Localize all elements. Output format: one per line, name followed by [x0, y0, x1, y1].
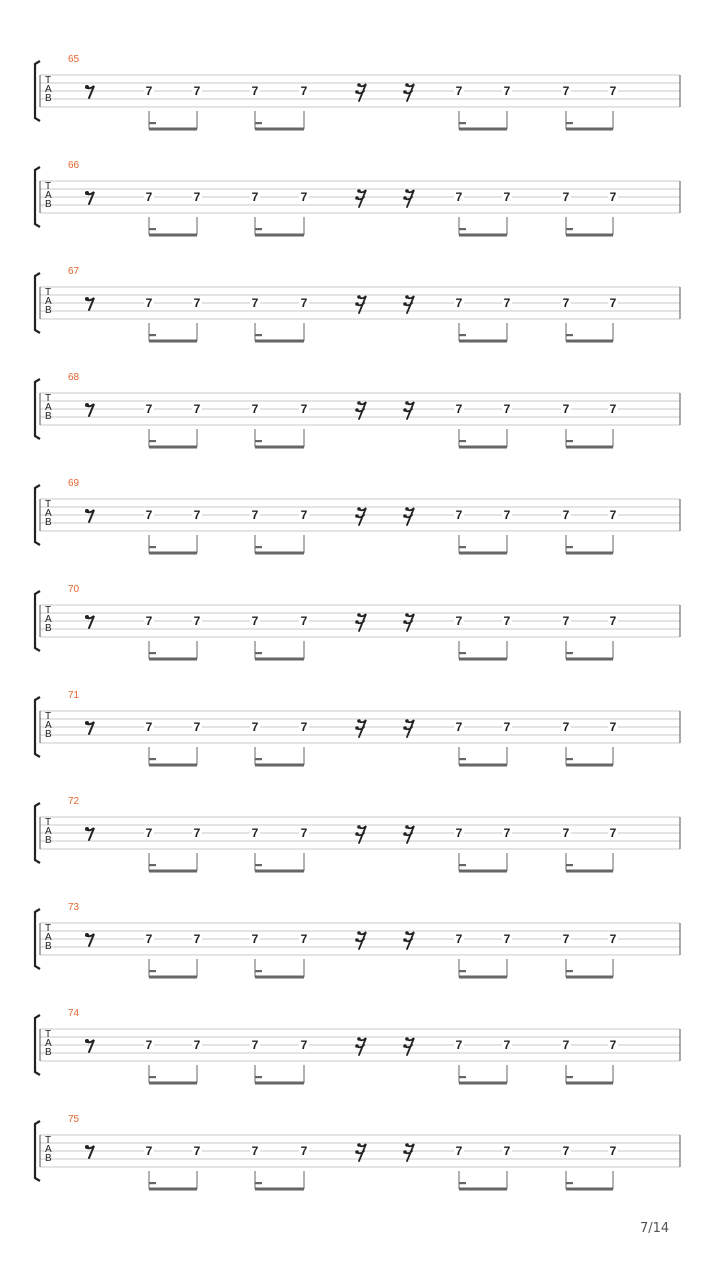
fret-number: 7 — [251, 296, 259, 310]
fret-number: 7 — [193, 1144, 201, 1158]
rest-dot — [355, 1150, 359, 1154]
rest-dot — [403, 620, 407, 624]
eighth-beam — [149, 340, 197, 343]
tab-clef-letter: A — [45, 508, 52, 519]
fret-number: 7 — [609, 402, 617, 416]
tab-clef-letter: T — [45, 1029, 52, 1040]
tab-clef-letter: B — [45, 729, 52, 740]
tab-clef-letter: A — [45, 296, 52, 307]
fret-number: 7 — [562, 614, 570, 628]
eighth-beam — [255, 1082, 304, 1085]
eighth-beam — [255, 340, 304, 343]
fret-number: 7 — [562, 932, 570, 946]
rest-dot — [405, 825, 409, 829]
fret-number: 7 — [455, 614, 463, 628]
fret-number: 7 — [562, 826, 570, 840]
eighth-beam — [566, 1188, 613, 1191]
tab-clef-letter: T — [45, 923, 52, 934]
page-number: 7/14 — [640, 1221, 670, 1236]
eighth-beam — [459, 234, 507, 237]
rest-dot — [355, 938, 359, 942]
tab-system — [35, 1008, 680, 1085]
fret-number: 7 — [300, 84, 308, 98]
system-bracket — [35, 909, 40, 969]
rest-dot — [85, 509, 89, 513]
fret-number: 7 — [193, 826, 201, 840]
sixteenth-beamlet — [255, 1076, 262, 1078]
tab-clef-letter: B — [45, 1153, 52, 1164]
rest-dot — [85, 191, 89, 195]
fret-number: 7 — [503, 614, 511, 628]
sixteenth-beamlet — [255, 1182, 262, 1184]
rest-dot — [357, 825, 361, 829]
eighth-beam — [149, 658, 197, 661]
sixteenth-beamlet — [255, 970, 262, 972]
rest-dot — [85, 1145, 89, 1149]
rest-dot — [85, 721, 89, 725]
fret-number: 7 — [145, 296, 153, 310]
eighth-beam — [566, 128, 613, 131]
fret-number: 7 — [300, 720, 308, 734]
sixteenth-beamlet — [255, 228, 262, 230]
eighth-beam — [149, 128, 197, 131]
tab-clef-letter: T — [45, 181, 52, 192]
fret-number: 7 — [145, 614, 153, 628]
fret-number: 7 — [193, 720, 201, 734]
rest-dot — [405, 189, 409, 193]
fret-number: 7 — [503, 932, 511, 946]
sixteenth-beamlet — [149, 652, 156, 654]
sixteenth-beamlet — [459, 546, 466, 548]
measure-number: 72 — [68, 796, 80, 807]
eighth-beam — [255, 446, 304, 449]
eighth-beam — [149, 870, 197, 873]
fret-number: 7 — [251, 932, 259, 946]
rest-dot — [405, 1037, 409, 1041]
sixteenth-beamlet — [566, 864, 573, 866]
eighth-beam — [459, 764, 507, 767]
fret-number: 7 — [503, 402, 511, 416]
fret-number: 7 — [455, 720, 463, 734]
measure-number: 74 — [68, 1008, 80, 1019]
fret-number: 7 — [193, 1038, 201, 1052]
rest-dot — [403, 408, 407, 412]
eighth-beam — [255, 128, 304, 131]
rest-dot — [355, 514, 359, 518]
system-bracket — [35, 61, 40, 121]
rest-dot — [355, 408, 359, 412]
tab-clef-letter: B — [45, 199, 52, 210]
eighth-beam — [255, 552, 304, 555]
eighth-beam — [459, 552, 507, 555]
fret-number: 7 — [503, 720, 511, 734]
rest-dot — [85, 933, 89, 937]
fret-number: 7 — [609, 720, 617, 734]
fret-number: 7 — [251, 720, 259, 734]
tab-clef-letter: T — [45, 817, 52, 828]
tab-system — [35, 690, 680, 767]
rest-dot — [357, 1143, 361, 1147]
rest-dot — [403, 90, 407, 94]
rest-dot — [405, 719, 409, 723]
eighth-beam — [459, 1188, 507, 1191]
rest-dot — [403, 832, 407, 836]
tab-clef-letter: T — [45, 711, 52, 722]
system-bracket — [35, 485, 40, 545]
fret-number: 7 — [193, 932, 201, 946]
fret-number: 7 — [609, 614, 617, 628]
sixteenth-beamlet — [566, 440, 573, 442]
rest-dot — [405, 931, 409, 935]
sixteenth-beamlet — [149, 334, 156, 336]
sixteenth-beamlet — [149, 546, 156, 548]
fret-number: 7 — [562, 402, 570, 416]
tab-clef-letter: A — [45, 720, 52, 731]
tab-clef-letter: T — [45, 499, 52, 510]
tab-system — [35, 1114, 680, 1191]
sixteenth-beamlet — [459, 334, 466, 336]
system-bracket — [35, 273, 40, 333]
tab-clef-letter: A — [45, 614, 52, 625]
sixteenth-beamlet — [149, 122, 156, 124]
fret-number: 7 — [193, 614, 201, 628]
sixteenth-beamlet — [566, 1182, 573, 1184]
rest-dot — [355, 832, 359, 836]
measure-number: 75 — [68, 1114, 80, 1125]
fret-number: 7 — [193, 402, 201, 416]
eighth-beam — [149, 1188, 197, 1191]
rest-dot — [357, 507, 361, 511]
fret-number: 7 — [300, 190, 308, 204]
sixteenth-beamlet — [255, 440, 262, 442]
tab-system — [35, 54, 680, 131]
fret-number: 7 — [193, 84, 201, 98]
fret-number: 7 — [145, 402, 153, 416]
fret-number: 7 — [455, 1038, 463, 1052]
eighth-beam — [255, 1188, 304, 1191]
fret-number: 7 — [300, 1144, 308, 1158]
sixteenth-beamlet — [459, 1182, 466, 1184]
fret-number: 7 — [503, 84, 511, 98]
rest-dot — [85, 403, 89, 407]
rest-dot — [403, 196, 407, 200]
fret-number: 7 — [562, 720, 570, 734]
tab-clef-letter: A — [45, 84, 52, 95]
tab-system — [35, 372, 680, 449]
rest-dot — [405, 83, 409, 87]
fret-number: 7 — [503, 1038, 511, 1052]
fret-number: 7 — [145, 508, 153, 522]
fret-number: 7 — [300, 614, 308, 628]
fret-number: 7 — [609, 1038, 617, 1052]
eighth-beam — [459, 1082, 507, 1085]
sixteenth-beamlet — [566, 758, 573, 760]
rest-dot — [355, 1044, 359, 1048]
tab-clef-letter: B — [45, 411, 52, 422]
measure-number: 69 — [68, 478, 80, 489]
eighth-beam — [459, 658, 507, 661]
rest-dot — [405, 401, 409, 405]
tab-clef-letter: B — [45, 305, 52, 316]
sixteenth-beamlet — [566, 334, 573, 336]
system-bracket — [35, 803, 40, 863]
rest-dot — [357, 931, 361, 935]
measure-number: 66 — [68, 160, 80, 171]
eighth-beam — [459, 128, 507, 131]
fret-number: 7 — [251, 1144, 259, 1158]
fret-number: 7 — [145, 720, 153, 734]
eighth-beam — [566, 658, 613, 661]
rest-dot — [85, 297, 89, 301]
fret-number: 7 — [300, 508, 308, 522]
rest-dot — [357, 1037, 361, 1041]
rest-dot — [357, 295, 361, 299]
tab-clef-letter: B — [45, 941, 52, 952]
fret-number: 7 — [562, 296, 570, 310]
fret-number: 7 — [503, 296, 511, 310]
fret-number: 7 — [251, 84, 259, 98]
tab-clef-letter: A — [45, 1144, 52, 1155]
measure-number: 73 — [68, 902, 80, 913]
tab-system — [35, 478, 680, 555]
fret-number: 7 — [145, 190, 153, 204]
eighth-beam — [459, 976, 507, 979]
eighth-beam — [255, 658, 304, 661]
tab-clef-letter: B — [45, 517, 52, 528]
fret-number: 7 — [145, 84, 153, 98]
system-bracket — [35, 1015, 40, 1075]
fret-number: 7 — [503, 190, 511, 204]
fret-number: 7 — [503, 1144, 511, 1158]
fret-number: 7 — [193, 190, 201, 204]
tab-system — [35, 902, 680, 979]
system-bracket — [35, 167, 40, 227]
rest-dot — [403, 938, 407, 942]
tab-clef-letter: T — [45, 393, 52, 404]
rest-dot — [355, 90, 359, 94]
fret-number: 7 — [251, 614, 259, 628]
fret-number: 7 — [145, 826, 153, 840]
sixteenth-beamlet — [149, 758, 156, 760]
fret-number: 7 — [562, 508, 570, 522]
tab-clef-letter: A — [45, 1038, 52, 1049]
eighth-beam — [459, 340, 507, 343]
tab-clef-letter: A — [45, 826, 52, 837]
rest-dot — [85, 827, 89, 831]
rest-dot — [357, 189, 361, 193]
tab-system — [35, 584, 680, 661]
fret-number: 7 — [455, 932, 463, 946]
fret-number: 7 — [609, 84, 617, 98]
tab-system — [35, 266, 680, 343]
sixteenth-beamlet — [255, 758, 262, 760]
sixteenth-beamlet — [255, 652, 262, 654]
sixteenth-beamlet — [255, 334, 262, 336]
tab-clef-letter: T — [45, 287, 52, 298]
sixteenth-beamlet — [149, 1076, 156, 1078]
fret-number: 7 — [300, 932, 308, 946]
sixteenth-beamlet — [149, 970, 156, 972]
fret-number: 7 — [562, 1144, 570, 1158]
rest-dot — [405, 507, 409, 511]
eighth-beam — [149, 234, 197, 237]
sixteenth-beamlet — [149, 864, 156, 866]
fret-number: 7 — [609, 932, 617, 946]
fret-number: 7 — [609, 190, 617, 204]
fret-number: 7 — [251, 402, 259, 416]
rest-dot — [85, 1039, 89, 1043]
rest-dot — [355, 196, 359, 200]
fret-number: 7 — [145, 1038, 153, 1052]
fret-number: 7 — [455, 296, 463, 310]
fret-number: 7 — [609, 508, 617, 522]
rest-dot — [403, 514, 407, 518]
fret-number: 7 — [300, 826, 308, 840]
rest-dot — [403, 1044, 407, 1048]
sixteenth-beamlet — [459, 864, 466, 866]
rest-dot — [355, 302, 359, 306]
system-bracket — [35, 697, 40, 757]
eighth-beam — [566, 1082, 613, 1085]
eighth-beam — [149, 764, 197, 767]
fret-number: 7 — [455, 190, 463, 204]
fret-number: 7 — [455, 1144, 463, 1158]
system-bracket — [35, 591, 40, 651]
eighth-beam — [459, 870, 507, 873]
rest-dot — [355, 726, 359, 730]
fret-number: 7 — [251, 826, 259, 840]
rest-dot — [357, 401, 361, 405]
eighth-beam — [255, 870, 304, 873]
eighth-beam — [459, 446, 507, 449]
fret-number: 7 — [609, 296, 617, 310]
fret-number: 7 — [251, 1038, 259, 1052]
measure-number: 65 — [68, 54, 80, 65]
eighth-beam — [255, 976, 304, 979]
rest-dot — [85, 85, 89, 89]
fret-number: 7 — [503, 508, 511, 522]
sixteenth-beamlet — [566, 652, 573, 654]
measure-number: 71 — [68, 690, 80, 701]
eighth-beam — [566, 870, 613, 873]
tab-clef-letter: B — [45, 835, 52, 846]
fret-number: 7 — [300, 402, 308, 416]
system-bracket — [35, 379, 40, 439]
measure-number: 67 — [68, 266, 80, 277]
sixteenth-beamlet — [459, 228, 466, 230]
eighth-beam — [149, 446, 197, 449]
eighth-beam — [566, 764, 613, 767]
sixteenth-beamlet — [459, 122, 466, 124]
fret-number: 7 — [300, 1038, 308, 1052]
eighth-beam — [149, 1082, 197, 1085]
sixteenth-beamlet — [255, 546, 262, 548]
sixteenth-beamlet — [255, 864, 262, 866]
eighth-beam — [149, 976, 197, 979]
sixteenth-beamlet — [149, 440, 156, 442]
tab-system — [35, 796, 680, 873]
eighth-beam — [566, 234, 613, 237]
eighth-beam — [255, 234, 304, 237]
fret-number: 7 — [193, 508, 201, 522]
sixteenth-beamlet — [566, 970, 573, 972]
sixteenth-beamlet — [566, 228, 573, 230]
eighth-beam — [255, 764, 304, 767]
rest-dot — [405, 1143, 409, 1147]
rest-dot — [85, 615, 89, 619]
fret-number: 7 — [193, 296, 201, 310]
eighth-beam — [566, 446, 613, 449]
rest-dot — [355, 620, 359, 624]
tab-clef-letter: A — [45, 402, 52, 413]
rest-dot — [403, 1150, 407, 1154]
eighth-beam — [566, 340, 613, 343]
fret-number: 7 — [503, 826, 511, 840]
sixteenth-beamlet — [459, 652, 466, 654]
fret-number: 7 — [562, 84, 570, 98]
sixteenth-beamlet — [459, 440, 466, 442]
fret-number: 7 — [562, 190, 570, 204]
fret-number: 7 — [455, 402, 463, 416]
tab-clef-letter: B — [45, 623, 52, 634]
fret-number: 7 — [609, 826, 617, 840]
sixteenth-beamlet — [149, 228, 156, 230]
tab-clef-letter: T — [45, 75, 52, 86]
fret-number: 7 — [562, 1038, 570, 1052]
eighth-beam — [566, 976, 613, 979]
fret-number: 7 — [455, 84, 463, 98]
rest-dot — [357, 613, 361, 617]
tab-clef-letter: T — [45, 605, 52, 616]
sixteenth-beamlet — [459, 758, 466, 760]
tab-clef-letter: B — [45, 93, 52, 104]
fret-number: 7 — [455, 508, 463, 522]
fret-number: 7 — [300, 296, 308, 310]
fret-number: 7 — [145, 1144, 153, 1158]
rest-dot — [357, 719, 361, 723]
measure-number: 70 — [68, 584, 80, 595]
rest-dot — [405, 613, 409, 617]
system-bracket — [35, 1121, 40, 1181]
sixteenth-beamlet — [255, 122, 262, 124]
fret-number: 7 — [251, 190, 259, 204]
rest-dot — [405, 295, 409, 299]
eighth-beam — [149, 552, 197, 555]
rest-dot — [403, 302, 407, 306]
sixteenth-beamlet — [566, 122, 573, 124]
tab-clef-letter: A — [45, 190, 52, 201]
tab-clef-letter: A — [45, 932, 52, 943]
tab-system — [35, 160, 680, 237]
fret-number: 7 — [609, 1144, 617, 1158]
sixteenth-beamlet — [566, 1076, 573, 1078]
fret-number: 7 — [251, 508, 259, 522]
rest-dot — [357, 83, 361, 87]
sixteenth-beamlet — [459, 1076, 466, 1078]
measure-number: 68 — [68, 372, 80, 383]
tab-clef-letter: T — [45, 1135, 52, 1146]
sixteenth-beamlet — [566, 546, 573, 548]
sixteenth-beamlet — [149, 1182, 156, 1184]
tab-clef-letter: B — [45, 1047, 52, 1058]
fret-number: 7 — [145, 932, 153, 946]
fret-number: 7 — [455, 826, 463, 840]
sixteenth-beamlet — [459, 970, 466, 972]
eighth-beam — [566, 552, 613, 555]
rest-dot — [403, 726, 407, 730]
